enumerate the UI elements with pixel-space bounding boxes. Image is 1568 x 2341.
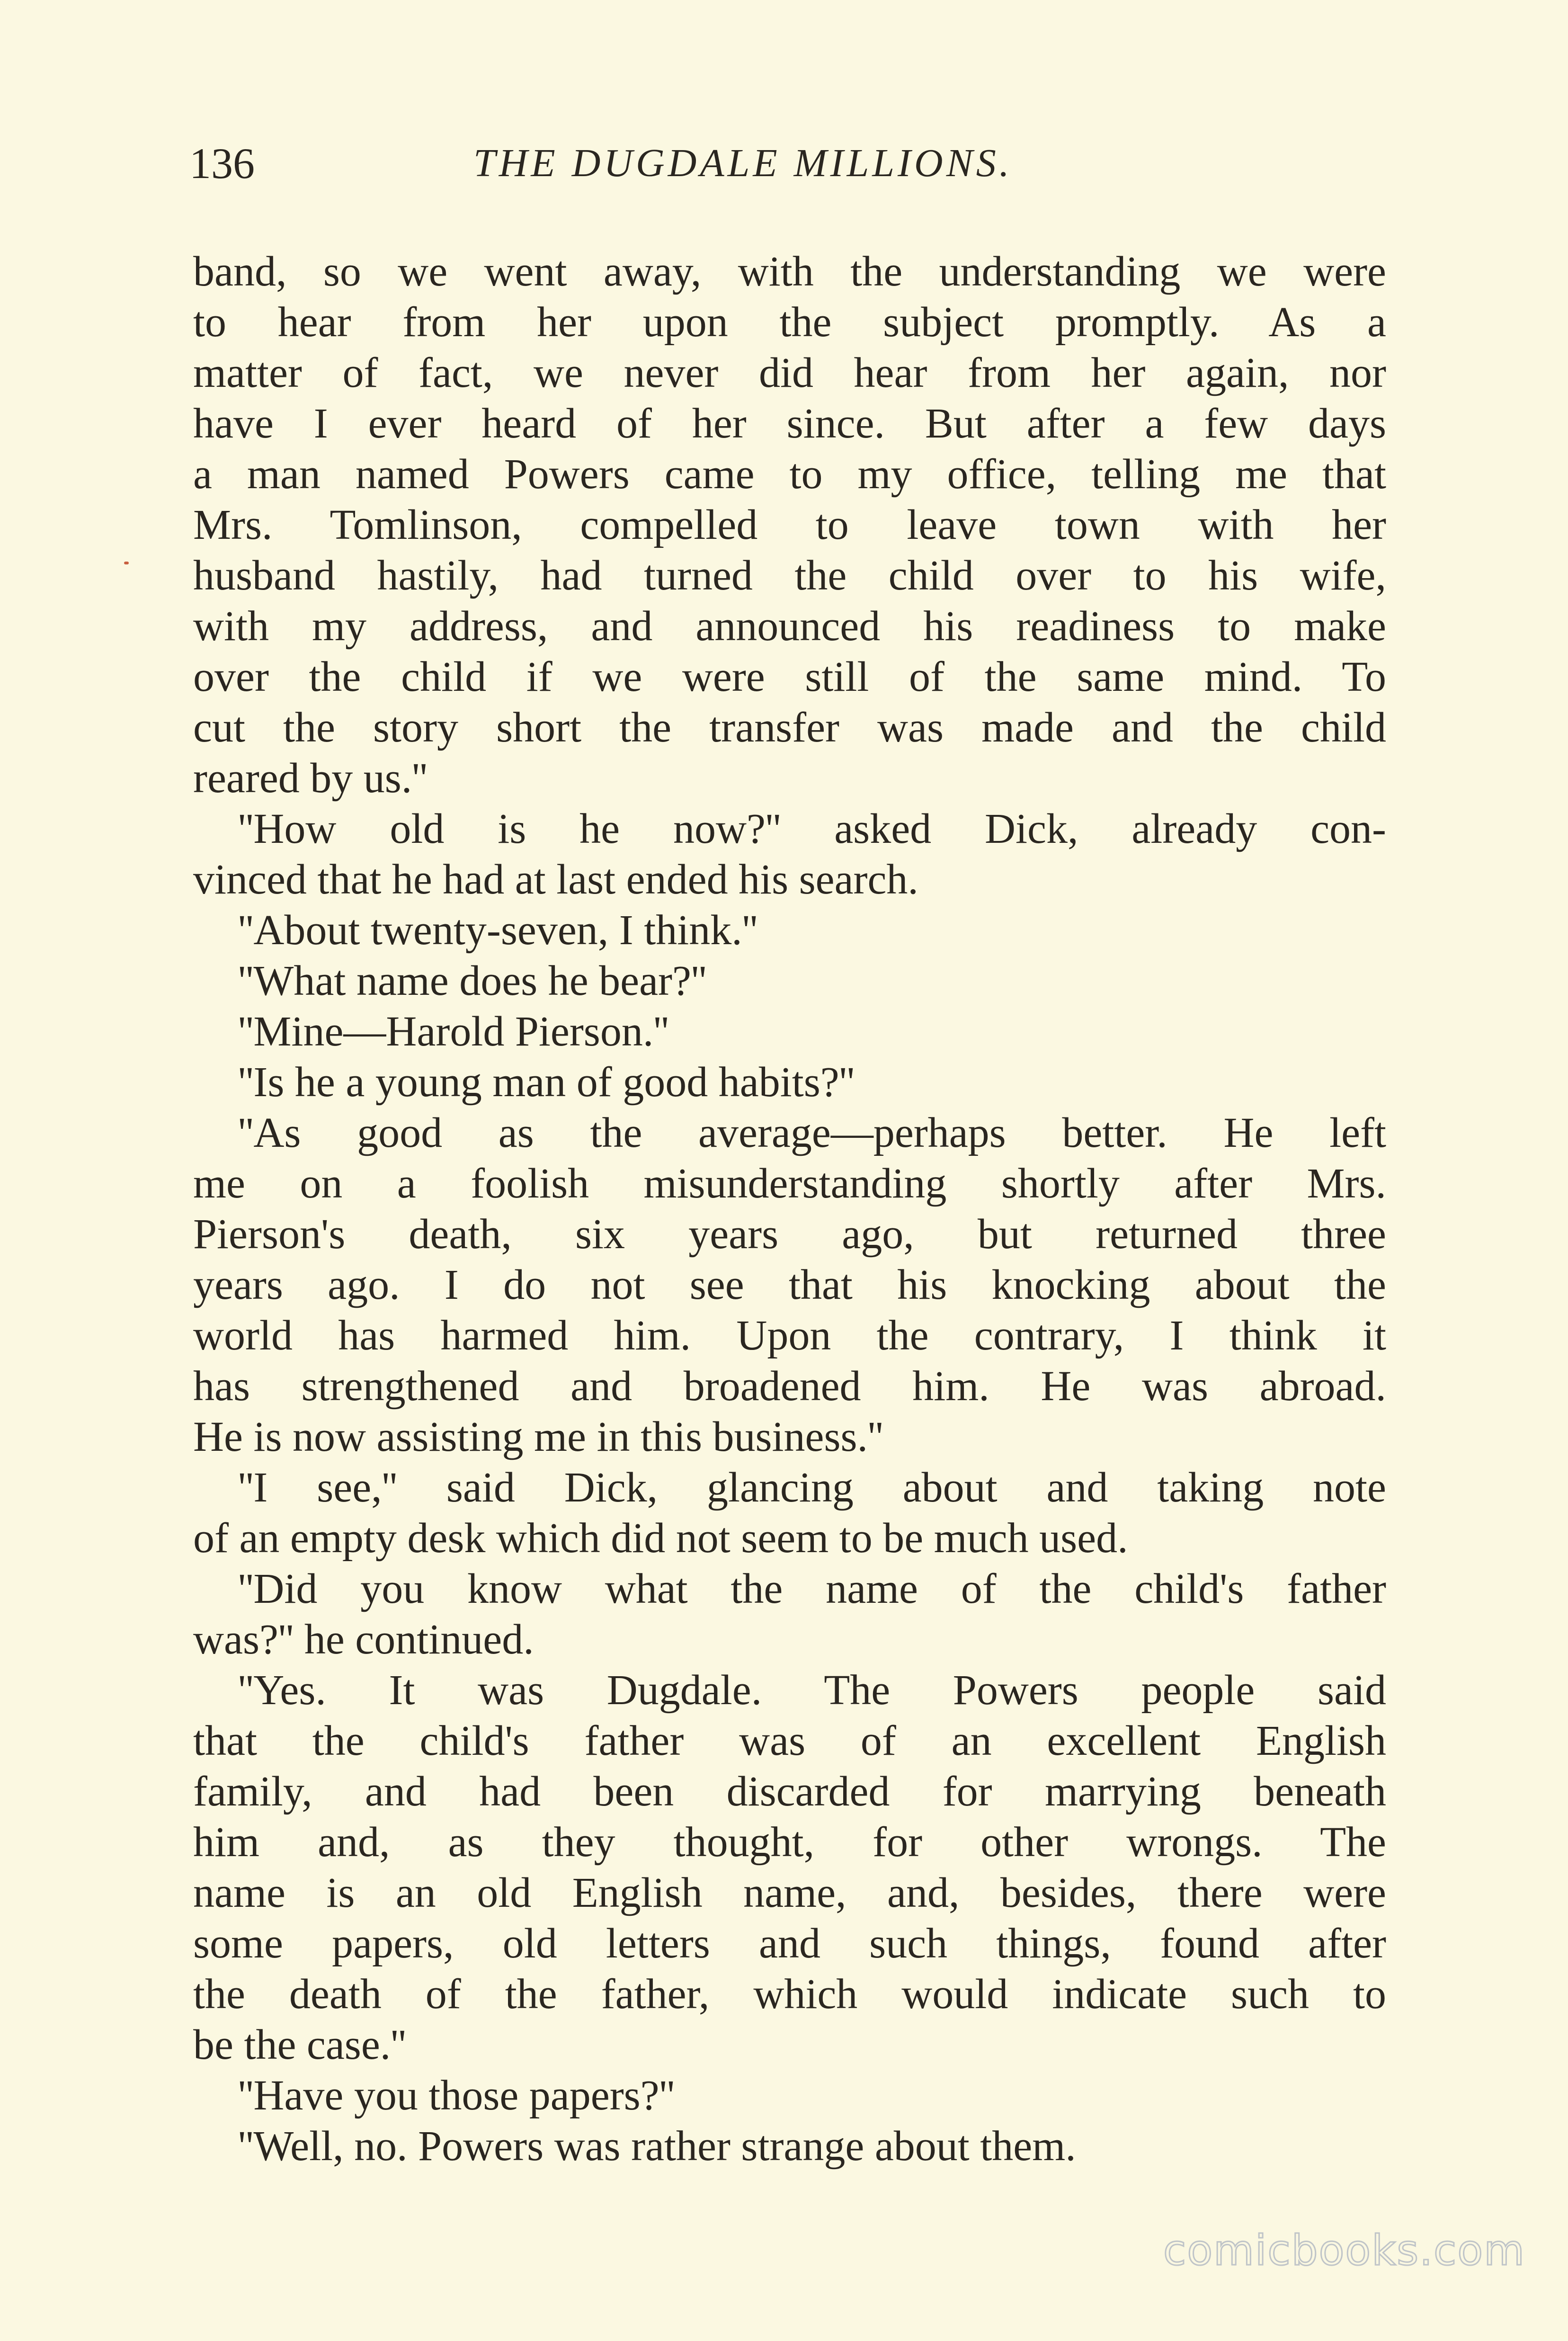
page-number: 136 [189, 139, 255, 188]
text-line: Mrs. Tomlinson, compelled to leave town with her [193, 501, 1386, 548]
text-line: ''Did you know what the name of the child's father [238, 1565, 1386, 1612]
text-line: vinced that he had at last ended his search. [193, 856, 918, 903]
text-line: some papers, old letters and such things, found after [193, 1920, 1386, 1967]
text-line: ''Yes. It was Dugdale. The Powers people said [238, 1667, 1386, 1714]
text-line: of an empty desk which did not seem to be much used. [193, 1515, 1128, 1562]
text-line: years ago. I do not see that his knocking about the [193, 1261, 1386, 1308]
text-line: was?'' he continued. [193, 1616, 534, 1663]
text-line: matter of fact, we never did hear from her again, nor [193, 349, 1386, 396]
running-head [189, 137, 1382, 208]
text-line: be the case.'' [193, 2021, 406, 2068]
text-line: the death of the father, which would indicate such to [193, 1971, 1386, 2018]
text-line: cut the story short the transfer was made and the child [193, 704, 1386, 751]
print-speck [124, 562, 129, 564]
text-line: have I ever heard of her since. But after a few days [193, 400, 1386, 447]
text-line: ''What name does he bear?'' [238, 957, 707, 1004]
text-line: ''As good as the average—perhaps better. He left [238, 1109, 1386, 1156]
text-line: reared by us.'' [193, 755, 428, 802]
text-line: ''Well, no. Powers was rather strange about them. [238, 2123, 1076, 2170]
text-line: ''Is he a young man of good habits?'' [238, 1059, 855, 1106]
text-line: world has harmed him. Upon the contrary, I think it [193, 1312, 1386, 1359]
text-line: family, and had been discarded for marrying beneath [193, 1768, 1386, 1815]
text-line: him and, as they thought, for other wrongs. The [193, 1819, 1386, 1866]
running-title: THE DUGDALE MILLIONS. [473, 141, 1013, 185]
text-line: Pierson's death, six years ago, but returned three [193, 1211, 1386, 1258]
text-line: me on a foolish misunderstanding shortly after Mrs. [193, 1160, 1386, 1207]
text-line: a man named Powers came to my office, telling me that [193, 451, 1386, 498]
text-line: ''I see,'' said Dick, glancing about and taking note [238, 1464, 1386, 1511]
text-line: with my address, and announced his readiness to make [193, 603, 1386, 650]
text-line: to hear from her upon the subject promptly. As a [193, 299, 1386, 346]
text-line: has strengthened and broadened him. He was abroad. [193, 1363, 1386, 1410]
text-line: husband hastily, had turned the child over to his wife, [193, 552, 1386, 599]
text-line: band, so we went away, with the understanding we were [193, 248, 1386, 295]
watermark: comicbooks.com [1163, 2226, 1525, 2275]
text-line: over the child if we were still of the same mind. To [193, 653, 1386, 700]
text-line: ''Have you those papers?'' [238, 2072, 675, 2119]
text-line: that the child's father was of an excellent English [193, 1717, 1386, 1764]
text-line: He is now assisting me in this business.'' [193, 1413, 883, 1460]
text-line: ''How old is he now?'' asked Dick, already con- [238, 805, 1386, 852]
text-line: ''Mine—Harold Pierson.'' [238, 1008, 669, 1055]
text-line: name is an old English name, and, besides, there were [193, 1869, 1386, 1916]
text-line: ''About twenty-seven, I think.'' [238, 907, 758, 954]
body-text [193, 246, 1386, 2171]
